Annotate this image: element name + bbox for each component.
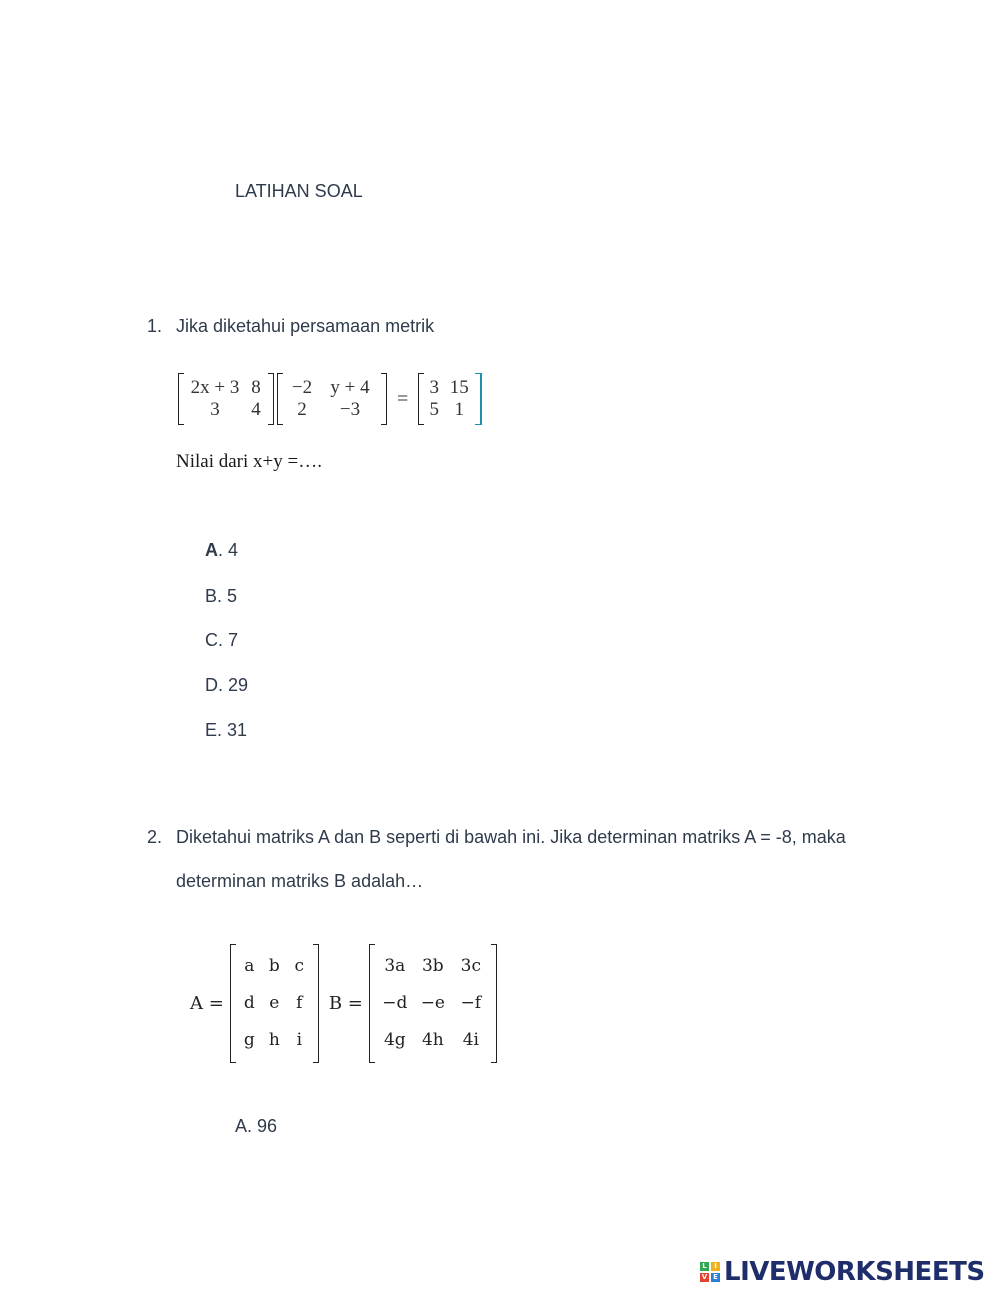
page-title: LATIHAN SOAL: [235, 181, 363, 201]
matrix-cell: 4g: [383, 1030, 406, 1050]
logo-icon: [700, 1262, 720, 1282]
q1-matrix-a: [185, 377, 267, 421]
matrix-cell: 8: [251, 377, 261, 398]
q2-number: 2.: [147, 827, 163, 847]
option-letter: E: [205, 720, 218, 740]
matrix-cell: −f: [460, 993, 482, 1013]
q1-text: Jika diketahui persamaan metrik: [176, 316, 435, 336]
matrix-cell: 3: [210, 399, 220, 420]
matrix-cell: 4: [251, 399, 261, 420]
matrix-cell: i: [296, 1030, 303, 1050]
matrix-cell: 3c: [460, 956, 482, 976]
matrix-cell: −e: [420, 993, 445, 1013]
matrix-cell: c: [294, 956, 305, 976]
matrix-cell: 4i: [462, 1030, 479, 1050]
q2-text-line2: determinan matriks B adalah…: [176, 871, 424, 891]
q1-option-d[interactable]: [205, 675, 248, 696]
matrix-cell: 2: [297, 399, 307, 420]
matrix-cell: 3b: [421, 956, 444, 976]
matrix-cell: h: [268, 1030, 280, 1050]
option-letter: B: [205, 586, 218, 606]
matrix-cell: g: [243, 1030, 255, 1050]
q1-option-b[interactable]: [205, 586, 237, 607]
matrix-cell: 5: [429, 399, 440, 420]
matrix-a-label: A =: [190, 993, 224, 1014]
logo-letter-i: I: [711, 1262, 720, 1271]
matrix-cell: y + 4: [330, 377, 370, 398]
option-text: . 29: [218, 675, 249, 695]
q1-option-e[interactable]: [205, 720, 247, 741]
matrix-cell: 4h: [421, 1030, 444, 1050]
matrix-cell: −d: [382, 993, 408, 1013]
option-letter: C: [205, 630, 218, 650]
option-text: . 7: [218, 630, 239, 650]
q2-matrices: [186, 948, 493, 1059]
matrix-cell: 3: [429, 377, 440, 398]
q2-matrix-b: [376, 948, 490, 1059]
logo-letter-l: L: [700, 1262, 709, 1271]
matrix-cell: a: [244, 956, 255, 976]
logo-letter-e: E: [711, 1273, 720, 1282]
matrix-cell: 3a: [384, 956, 406, 976]
q1-matrix-b: [284, 377, 380, 421]
option-letter: D: [205, 675, 218, 695]
option-text: . 5: [217, 586, 238, 606]
matrix-b-label: B =: [328, 993, 363, 1014]
option-text: . 4: [218, 540, 239, 560]
option-text: . 31: [217, 720, 248, 740]
option-letter: A: [205, 540, 218, 560]
matrix-cell: −3: [339, 399, 361, 420]
liveworksheets-logo[interactable]: [700, 1257, 985, 1287]
matrix-cell: f: [296, 993, 303, 1013]
matrix-cell: b: [268, 956, 280, 976]
q1-matrix-equation: [182, 377, 478, 421]
logo-letter-v: V: [701, 1273, 708, 1281]
matrix-cell: 15: [449, 377, 469, 398]
q1-option-c[interactable]: [205, 630, 238, 651]
q2-option-a[interactable]: A. 96: [235, 1116, 278, 1136]
matrix-cell: −2: [291, 377, 313, 398]
logo-text: LIVEWORKSHEETS: [724, 1257, 985, 1287]
q1-matrix-c: [425, 377, 475, 421]
q2-matrix-a: [237, 948, 312, 1059]
matrix-cell: 2x + 3: [190, 377, 240, 398]
matrix-cell: d: [243, 993, 255, 1013]
q2-text-line1: Diketahui matriks A dan B seperti di bawah ini. Jika determinan matriks A = -8, maka: [176, 827, 846, 847]
q1-option-a[interactable]: [205, 540, 238, 561]
q1-number: 1.: [147, 316, 163, 336]
q1-question: Nilai dari x+y =….: [176, 451, 322, 472]
matrix-cell: e: [269, 993, 280, 1013]
matrix-cell: 1: [454, 399, 465, 420]
equals-sign: =: [397, 387, 409, 410]
